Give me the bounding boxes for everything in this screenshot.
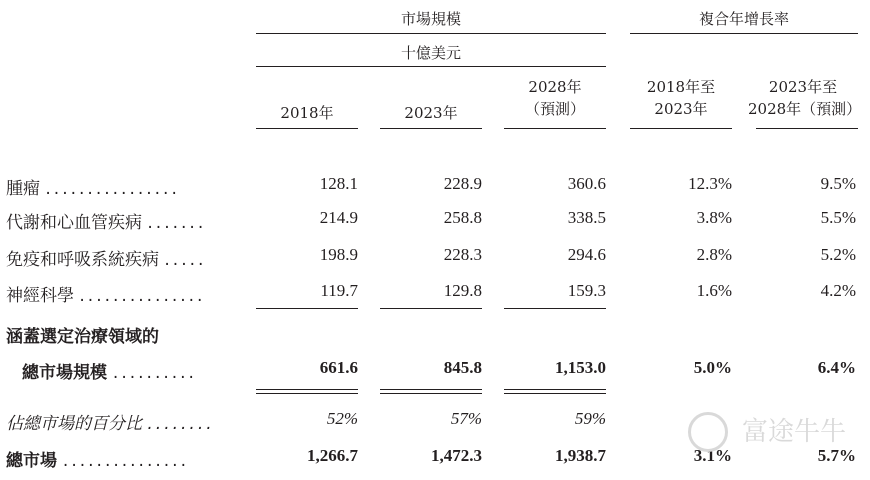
covered-label: 涵蓋選定治療領域的 bbox=[6, 327, 159, 347]
col-cagr2-rule bbox=[756, 128, 858, 129]
cell-cagr2: 9.5% bbox=[820, 174, 856, 193]
col-2028-label: 2028年 bbox=[528, 78, 582, 96]
covered-2018: 661.6 bbox=[319, 358, 358, 377]
cell-2018: 128.1 bbox=[319, 174, 358, 193]
row-label-text: 免疫和呼吸系統疾病 bbox=[6, 250, 159, 270]
row-label-text: 代謝和心血管疾病 bbox=[6, 213, 142, 233]
leader-dots: .......... bbox=[112, 363, 197, 383]
leader-dots: ....... bbox=[147, 213, 207, 233]
covered-cagr2: 6.4% bbox=[817, 358, 856, 377]
col-cagr-2023-2028 bbox=[748, 76, 862, 120]
double-rule-top bbox=[256, 389, 358, 390]
col-cagr1-line2: 2023年 bbox=[654, 100, 708, 118]
subtotal-rule bbox=[380, 308, 482, 309]
col-2028-rule bbox=[504, 128, 606, 129]
table-row-label bbox=[6, 281, 205, 306]
percent-label-text: 佔總市場的百分比 bbox=[6, 414, 142, 434]
unit-rule bbox=[256, 66, 606, 67]
subtotal-rule bbox=[504, 308, 606, 309]
total-label-text: 總市場 bbox=[6, 451, 57, 471]
table-row-label bbox=[6, 245, 206, 270]
percent-2018: 52% bbox=[326, 409, 358, 428]
double-rule-top bbox=[504, 389, 606, 390]
total-cagr2: 5.7% bbox=[817, 446, 856, 465]
cell-2028: 360.6 bbox=[567, 174, 606, 193]
leader-dots: ............... bbox=[79, 286, 206, 306]
total-label bbox=[6, 446, 189, 471]
percent-2023: 57% bbox=[450, 409, 482, 428]
cell-2028: 338.5 bbox=[567, 208, 606, 227]
cell-cagr2: 5.5% bbox=[820, 208, 856, 227]
cagr-header: 複合年增長率 bbox=[698, 10, 789, 28]
cell-cagr1: 1.6% bbox=[696, 281, 732, 300]
cagr-rule bbox=[630, 33, 858, 34]
col-2023-rule bbox=[380, 128, 482, 129]
cell-2023: 228.9 bbox=[443, 174, 482, 193]
covered-2023: 845.8 bbox=[443, 358, 482, 377]
leader-dots: ............... bbox=[62, 451, 189, 471]
col-2018-label: 2018年 bbox=[280, 104, 334, 122]
cell-cagr1: 3.8% bbox=[696, 208, 732, 227]
market-size-rule bbox=[256, 33, 606, 34]
leader-dots: ........ bbox=[147, 414, 215, 434]
double-rule-bottom bbox=[504, 393, 606, 394]
cell-cagr1: 12.3% bbox=[688, 174, 732, 193]
percent-label bbox=[6, 409, 215, 434]
col-cagr2-line2: 2028年（預測） bbox=[748, 100, 862, 118]
col-cagr2-line1: 2023年至 bbox=[768, 78, 838, 96]
covered-total-text: 總市場規模 bbox=[22, 363, 107, 383]
col-cagr1-rule bbox=[630, 128, 732, 129]
row-label-text: 神經科學 bbox=[6, 286, 74, 306]
leader-dots: ................ bbox=[45, 179, 180, 199]
col-2028-forecast: （預測） bbox=[524, 100, 585, 118]
market-size-header: 市場規模 bbox=[400, 10, 461, 28]
double-rule-bottom bbox=[380, 393, 482, 394]
cell-2018: 214.9 bbox=[319, 208, 358, 227]
col-2028 bbox=[504, 76, 606, 120]
cell-cagr2: 4.2% bbox=[820, 281, 856, 300]
total-cagr1: 3.1% bbox=[693, 446, 732, 465]
unit-header: 十億美元 bbox=[400, 44, 461, 62]
cell-2018: 119.7 bbox=[320, 281, 358, 300]
col-cagr1-line1: 2018年至 bbox=[646, 78, 716, 96]
watermark-text: 富途牛牛 bbox=[741, 416, 846, 447]
col-2018-rule bbox=[256, 128, 358, 129]
cell-cagr1: 2.8% bbox=[696, 245, 732, 264]
col-2023-label: 2023年 bbox=[404, 104, 458, 122]
cell-2018: 198.9 bbox=[319, 245, 358, 264]
cell-2028: 159.3 bbox=[567, 281, 606, 300]
percent-2028: 59% bbox=[574, 409, 606, 428]
covered-total-label bbox=[22, 358, 197, 383]
cell-2023: 129.8 bbox=[443, 281, 482, 300]
watermark-logo-icon bbox=[688, 412, 728, 452]
watermark bbox=[688, 411, 846, 453]
leader-dots: ..... bbox=[164, 250, 207, 270]
covered-cagr1: 5.0% bbox=[693, 358, 732, 377]
subtotal-rule bbox=[256, 308, 358, 309]
total-2023: 1,472.3 bbox=[431, 446, 482, 465]
row-label-text: 腫瘤 bbox=[6, 179, 40, 199]
total-2018: 1,266.7 bbox=[307, 446, 358, 465]
col-2018 bbox=[256, 102, 358, 124]
cell-2023: 258.8 bbox=[443, 208, 482, 227]
col-cagr-2018-2023 bbox=[630, 76, 732, 120]
double-rule-bottom bbox=[256, 393, 358, 394]
col-2023 bbox=[380, 102, 482, 124]
table-row-label bbox=[6, 208, 206, 233]
covered-2028: 1,153.0 bbox=[555, 358, 606, 377]
cell-2028: 294.6 bbox=[567, 245, 606, 264]
cell-cagr2: 5.2% bbox=[820, 245, 856, 264]
cell-2023: 228.3 bbox=[443, 245, 482, 264]
total-2028: 1,938.7 bbox=[555, 446, 606, 465]
double-rule-top bbox=[380, 389, 482, 390]
table-row-label bbox=[6, 174, 180, 199]
